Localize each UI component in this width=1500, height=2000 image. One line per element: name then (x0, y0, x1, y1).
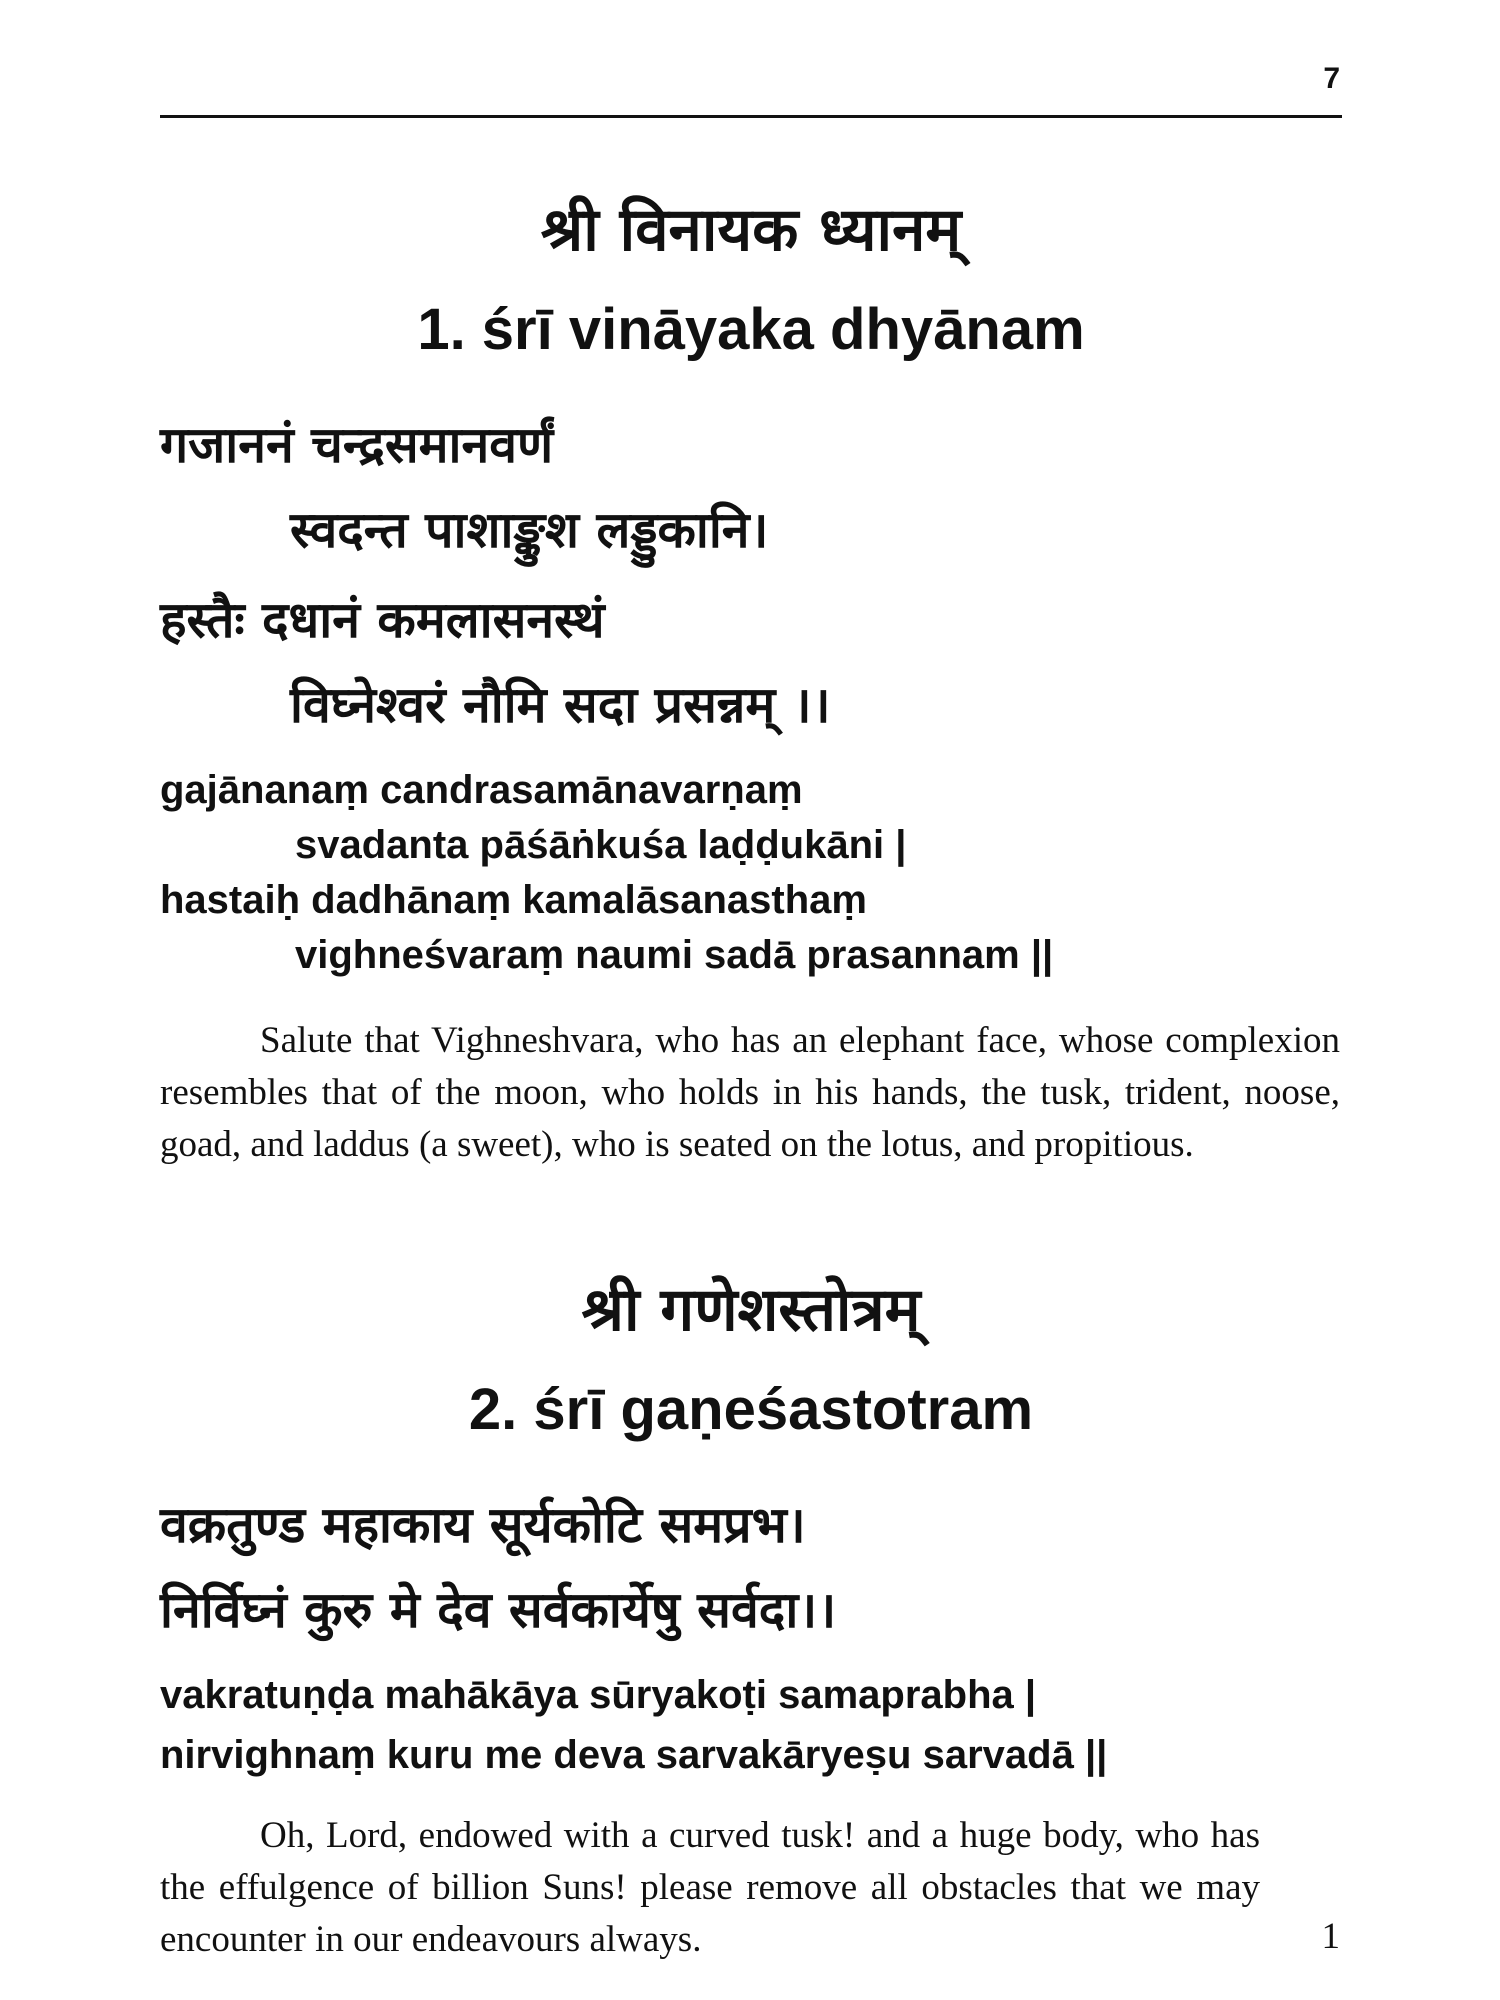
section2-verse-devanagari-line-2: निर्विघ्नं कुरु मे देव सर्वकार्येषु सर्वदा।। (160, 1581, 837, 1639)
header-rule (160, 115, 1342, 118)
section2-verse-devanagari-line-1: वक्रतुण्ड महाकाय सूर्यकोटि समप्रभ। (160, 1496, 806, 1554)
section1-verse-devanagari-line-3: हस्तैः दधानं कमलासनस्थं (160, 591, 605, 649)
section1-verse-devanagari-line-1: गजाननं चन्द्रसमानवर्णं (160, 416, 554, 474)
section1-verse-devanagari-line-4: विघ्नेश्वरं नौमि सदा प्रसन्नम् ।। (290, 676, 831, 734)
section1-verse-iast-line-3: hastaiḥ dadhānaṃ kamalāsanasthaṃ (160, 878, 867, 922)
footer-number: 1 (1321, 1916, 1340, 1957)
section1-title-devanagari: श्री विनायक ध्यानम् (540, 195, 962, 265)
section2-verse-iast-line-2: nirvighnaṃ kuru me deva sarvakāryeṣu sarvadā || (160, 1733, 1108, 1777)
page-number: 7 (1323, 62, 1340, 95)
section1-title-iast: 1. śrī vināyaka dhyānam (417, 297, 1085, 362)
section2-title-devanagari: श्री गणेशस्तोत्रम् (581, 1275, 921, 1345)
section2-title-iast: 2. śrī gaṇeśastotram (468, 1377, 1034, 1442)
section1-translation: Salute that Vighneshvara, who has an elephant face, whose complexion resembles that of the moon, who holds in his hands, the tusk, trident, noose, goad, and laddus (a sweet), who is seated on the lotus, and propitious. (160, 1020, 1340, 1165)
section2-verse-iast-line-1: vakratuṇḍa mahākāya sūryakoṭi samaprabha | (160, 1673, 1037, 1717)
section1-verse-devanagari-line-2: स्वदन्त पाशाङ्कुश लड्डुकानि। (290, 501, 769, 559)
section1-verse-iast-line-2: svadanta pāśāṅkuśa laḍḍukāni | (295, 823, 907, 867)
section1-verse-iast-line-4: vighneśvaraṃ naumi sadā prasannam || (295, 933, 1054, 977)
section2-translation: Oh, Lord, endowed with a curved tusk! and a huge body, who has the effulgence of billion Suns! please remove all obstacles that we may encounter in our endeavours always. (160, 1815, 1260, 1960)
section1-verse-iast-line-1: gajānanaṃ candrasamānavarṇaṃ (160, 768, 803, 812)
